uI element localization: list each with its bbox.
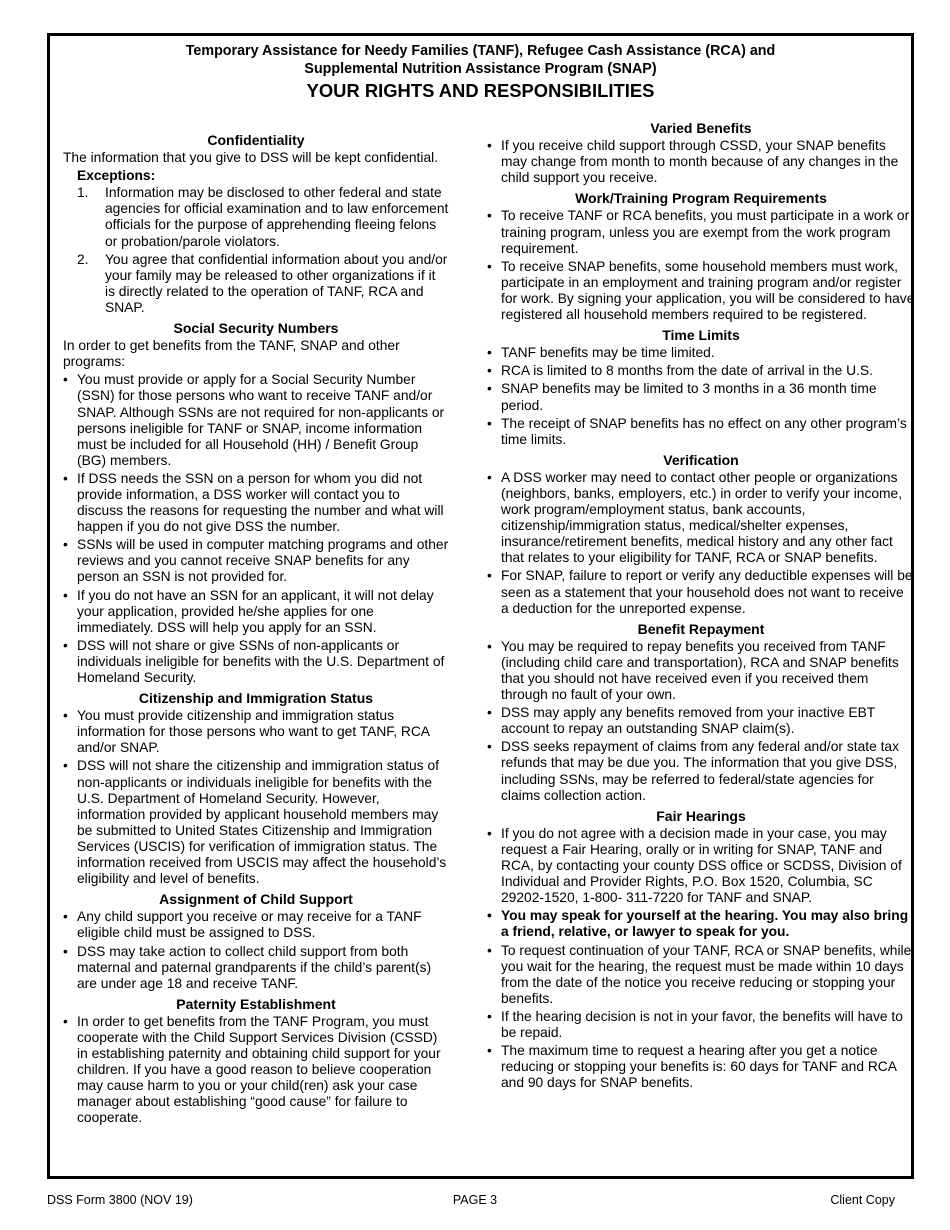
bullet-icon: • — [63, 372, 68, 388]
bullet-icon: • — [487, 825, 492, 841]
item-text: A DSS worker may need to contact other people or organizations (neighbors, banks, employers, etc.) in order to verify your income, work program/employment status, bank accounts, citizenship/immigration status, medical/shelter expenses, insurance/retirement benefits, medical history and any other fact that relates to your eligibility for TANF, RCA or SNAP benefits. — [501, 469, 903, 566]
item-text: DSS will not share the citizenship and immigration status of non-applicants or individuals ineligible for benefits with the U.S. Department of Homeland Security. However, information provided by applicant household members may be submitted to United States Citizenship and Immigration Services (USCIS) for verification of immigration status. The information received from USCIS may affect the household’s eligibility and level of benefits. — [77, 758, 447, 887]
bullet-list — [63, 1014, 449, 1127]
bullet-list — [487, 345, 915, 448]
list-item — [63, 638, 449, 686]
section-heading: Social Security Numbers — [173, 320, 339, 337]
section-heading: Fair Hearings — [656, 807, 746, 824]
section-heading: Work/Training Program Requirements — [575, 190, 827, 207]
bullet-list — [487, 138, 915, 186]
section-heading: Confidentiality — [207, 132, 305, 148]
item-text: In order to get benefits from the TANF Program, you must cooperate with the Child Support Services Division (CSSD) in establishing paternity and obtaining child support for your children. If you have a good reason to believe cooperation may cause harm to you or your child(ren) ask your case manager about establishing “good cause” for failure to cooperate. — [77, 1013, 441, 1126]
section-heading: Verification — [663, 451, 739, 468]
list-item — [487, 568, 915, 616]
list-item — [63, 708, 449, 756]
item-text: DSS may take action to collect child support from both maternal and paternal grandparents if the child’s parent(s) are under age 18 and receive TANF. — [77, 943, 432, 991]
exceptions-list — [63, 185, 449, 316]
section-citizenship — [63, 690, 449, 887]
list-item — [487, 208, 915, 256]
list-item — [63, 944, 449, 992]
page-title: YOUR RIGHTS AND RESPONSIBILITIES — [306, 80, 655, 101]
bullet-icon: • — [487, 138, 492, 154]
bullet-icon: • — [63, 943, 68, 959]
section-work-training — [487, 190, 915, 323]
bullet-icon: • — [487, 363, 492, 379]
list-item — [487, 416, 915, 448]
item-text: If the hearing decision is not in your favor, the benefits will have to be repaid. — [501, 1008, 903, 1040]
item-text: To receive SNAP benefits, some household members must work, participate in an employment and training program and/or register for work. By signing your application, you will be considered to have registered all household members required to be registered. — [501, 258, 915, 323]
bullet-list — [63, 909, 449, 991]
item-text: If DSS needs the SSN on a person for whom you did not provide information, a DSS worker will contact you to discuss the reasons for requesting the number and what will happen if you do not give DSS the number. — [77, 470, 444, 535]
section-heading: Assignment of Child Support — [159, 891, 353, 908]
list-item — [487, 639, 915, 703]
item-text: You must provide or apply for a Social Security Number (SSN) for those persons who want to receive TANF and/or SNAP. Although SSNs are not required for non-applicants or persons ineligible for TANF or SNAP, income information must be included for all Household (HH) / Benefit Group (BG) members. — [77, 372, 445, 468]
item-text: You may be required to repay benefits you received from TANF (including child care and transportation), RCA and SNAP benefits that you should not have received even if you received them through no fault of your own. — [501, 638, 899, 703]
list-item — [63, 588, 449, 636]
list-item — [63, 909, 449, 941]
section-confidentiality — [63, 132, 449, 316]
item-text: You agree that confidential information about you and/or your family may be released to other organizations if it is directly related to the operation of TANF, RCA and SNAP. — [105, 251, 448, 315]
bullet-icon: • — [487, 1008, 492, 1024]
bullet-list — [63, 372, 449, 686]
section-varied-benefits — [487, 120, 915, 186]
item-text: TANF benefits may be time limited. — [501, 345, 715, 361]
bullet-list — [487, 208, 915, 323]
item-text: If you do not have an SSN for an applicant, it will not delay your application, provided he/she applies for one immediately. DSS will help you apply for an SSN. — [77, 587, 434, 635]
bullet-icon: • — [487, 1043, 492, 1059]
program-title-line-2: Supplemental Nutrition Assistance Program (SNAP) — [304, 61, 657, 77]
list-item — [487, 908, 915, 940]
list-item — [487, 470, 915, 567]
document-header — [50, 42, 911, 103]
item-text: SSNs will be used in computer matching programs and other reviews and you cannot receive SNAP benefits for any person an SSN is not provided for. — [77, 537, 449, 585]
bullet-icon: • — [487, 208, 492, 224]
item-text: Any child support you receive or may receive for a TANF eligible child must be assigned to DSS. — [77, 909, 422, 941]
bullet-icon: • — [63, 537, 68, 553]
list-item — [487, 345, 915, 361]
bullet-icon: • — [487, 908, 492, 924]
section-heading: Varied Benefits — [650, 120, 752, 136]
item-text: If you do not agree with a decision made in your case, you may request a Fair Hearing, orally or in writing for SNAP, TANF and RCA, by contacting your county DSS office or SCDSS, Division of Individual and Provider Rights, P.O. Box 1520, Columbia, SC 29202-1520, 1-800- 311-7220 for TANF and SNAP. — [501, 825, 902, 906]
item-text: You must provide citizenship and immigration status information for those persons who want to get TANF, RCA and/or SNAP. — [77, 708, 430, 756]
list-item — [63, 1014, 449, 1127]
bullet-list — [487, 470, 915, 617]
item-text: RCA is limited to 8 months from the date of arrival in the U.S. — [501, 363, 873, 379]
item-text: For SNAP, failure to report or verify any deductible expenses will be seen as a statement that your household does not want to receive a deduction for the unreported expense. — [501, 568, 913, 616]
list-item — [487, 826, 915, 906]
page-number: PAGE 3 — [452, 1193, 498, 1207]
bullet-list — [487, 639, 915, 804]
list-item — [487, 1009, 915, 1041]
list-item — [63, 758, 449, 887]
list-item — [63, 185, 449, 249]
section-intro: The information that you give to DSS will be kept confidential. — [63, 150, 439, 166]
form-number: DSS Form 3800 (NOV 19) — [47, 1193, 193, 1207]
list-item — [63, 372, 449, 469]
section-paternity — [63, 996, 449, 1127]
section-benefit-repayment — [487, 621, 915, 804]
bullet-icon: • — [63, 587, 68, 603]
list-item — [487, 259, 915, 323]
bullet-icon: • — [63, 470, 68, 486]
item-text: The receipt of SNAP benefits has no effect on any other program’s time limits. — [501, 415, 907, 447]
bullet-icon: • — [63, 708, 68, 724]
bullet-list — [487, 826, 915, 1092]
item-text: You may speak for yourself at the hearing. You may also bring a friend, relative, or lawyer to speak for you. — [501, 908, 909, 940]
section-fair-hearings — [487, 808, 915, 1092]
bullet-icon: • — [487, 415, 492, 431]
bullet-icon: • — [63, 758, 68, 774]
section-heading: Benefit Repayment — [637, 620, 765, 637]
bullet-icon: • — [487, 345, 492, 361]
bullet-icon: • — [487, 258, 492, 274]
section-time-limits — [487, 327, 915, 448]
section-heading: Citizenship and Immigration Status — [138, 690, 374, 707]
right-column — [487, 120, 915, 1093]
list-item — [487, 943, 915, 1007]
exceptions-label: Exceptions: — [77, 168, 156, 184]
section-child-support — [63, 891, 449, 992]
bullet-icon: • — [63, 909, 68, 925]
item-text: To receive TANF or RCA benefits, you must participate in a work or training program, unless you are exempt from the work program requirement. — [501, 208, 910, 256]
left-column — [63, 132, 449, 1129]
section-heading: Time Limits — [662, 327, 740, 344]
page-frame — [47, 33, 914, 1179]
section-intro: In order to get benefits from the TANF, SNAP and other programs: — [63, 338, 400, 370]
bullet-icon: • — [487, 381, 492, 397]
item-text: DSS will not share or give SSNs of non-applicants or individuals ineligible for benefits with the U.S. Department of Homeland Security. — [77, 637, 445, 685]
item-text: Information may be disclosed to other federal and state agencies for official examination and to law enforcement officials for the purpose of apprehending fleeing felons or probation/parole violators. — [105, 185, 449, 249]
bullet-icon: • — [63, 637, 68, 653]
list-item — [63, 471, 449, 535]
bullet-icon: • — [487, 942, 492, 958]
item-text: The maximum time to request a hearing after you get a notice reducing or stopping your benefits is: 60 days for TANF and RCA and 90 days for SNAP benefits. — [501, 1043, 897, 1091]
bullet-icon: • — [487, 638, 492, 654]
bullet-icon: • — [487, 469, 492, 485]
section-verification — [487, 452, 915, 617]
section-heading: Paternity Establishment — [176, 995, 336, 1012]
list-item — [487, 381, 915, 413]
list-item — [487, 138, 915, 186]
list-item — [487, 363, 915, 379]
program-title-line-1: Temporary Assistance for Needy Families (TANF), Refugee Cash Assistance (RCA) and — [185, 43, 776, 59]
list-item — [63, 252, 449, 316]
item-text: DSS seeks repayment of claims from any federal and/or state tax refunds that may be due you. The information that you give DSS, including SSNs, may be referred to federal/state agencies for claims collection action. — [501, 739, 899, 803]
bullet-icon: • — [487, 705, 492, 721]
bullet-list — [63, 708, 449, 887]
bullet-icon: • — [63, 1013, 68, 1029]
item-number: 2. — [77, 251, 89, 267]
item-text: To request continuation of your TANF, RCA or SNAP benefits, while you wait for the hearing, the request must be made within 10 days from the date of the notice you receive reducing or stopping your benefits. — [501, 942, 912, 1006]
bullet-icon: • — [487, 739, 492, 755]
item-text: If you receive child support through CSSD, your SNAP benefits may change from month to month because of any changes in the child support you receive. — [501, 138, 899, 186]
copy-label: Client Copy — [830, 1193, 895, 1207]
list-item — [487, 1043, 915, 1091]
bullet-icon: • — [487, 568, 492, 584]
list-item — [63, 537, 449, 585]
section-ssn — [63, 320, 449, 686]
list-item — [487, 739, 915, 803]
list-item — [487, 705, 915, 737]
item-text: SNAP benefits may be limited to 3 months in a 36 month time period. — [501, 381, 877, 413]
item-text: DSS may apply any benefits removed from your inactive EBT account to repay an outstanding SNAP claim(s). — [501, 705, 875, 737]
item-number: 1. — [77, 185, 89, 201]
